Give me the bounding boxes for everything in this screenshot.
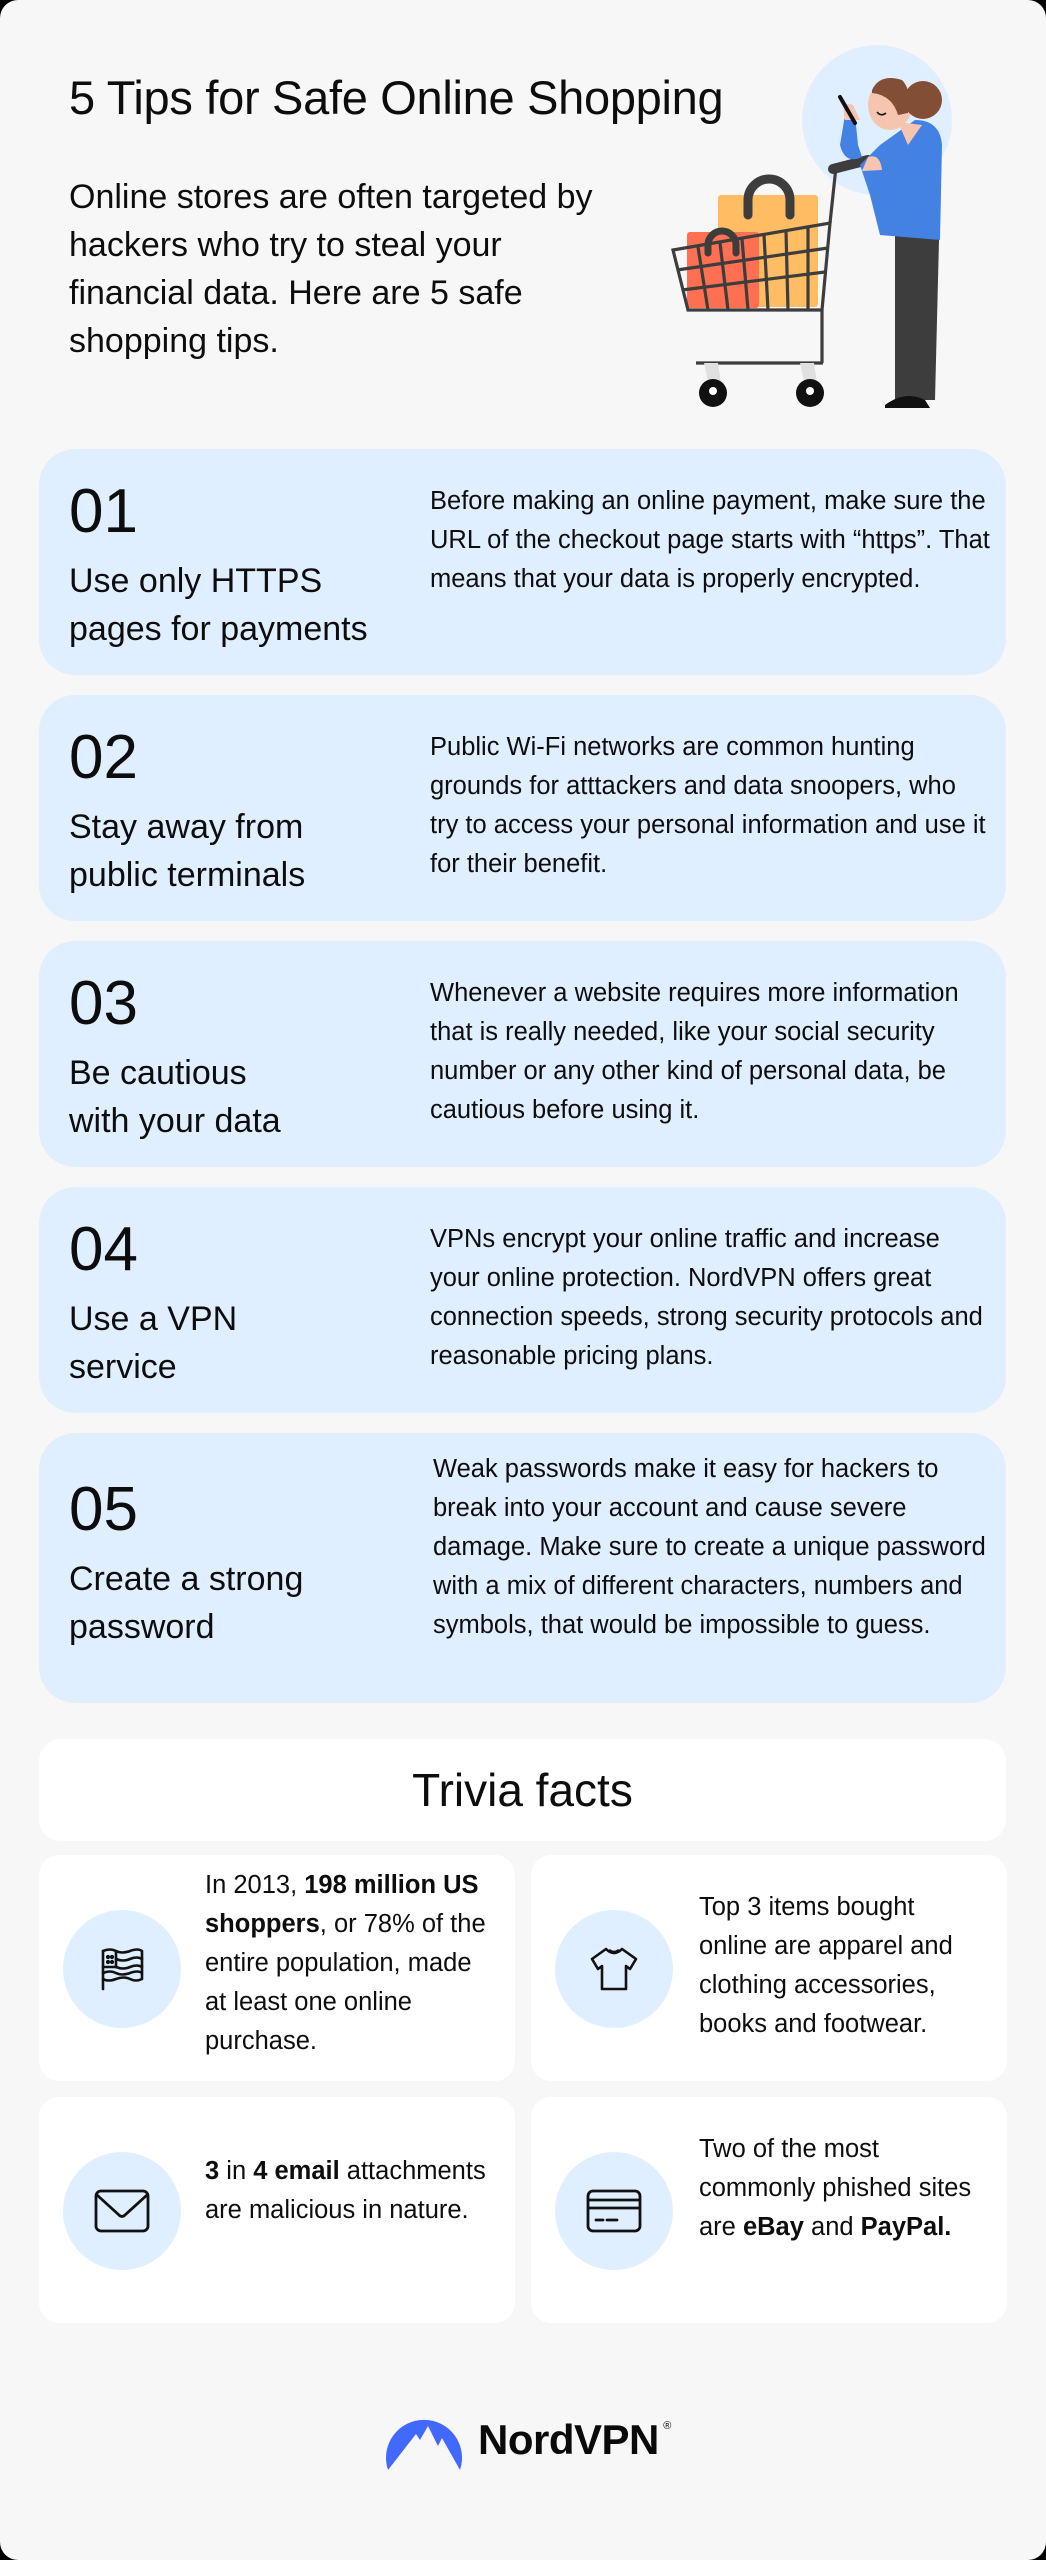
tip-number: 03 [69, 969, 138, 1038]
fact-card-us-shoppers [39, 1855, 515, 2081]
fact-icon-circle [555, 1910, 673, 2028]
tip-card-05 [39, 1433, 1006, 1703]
tip-card-04 [39, 1187, 1006, 1413]
tip-description: Whenever a website requires more information that is really needed, like your social security number or any other kind of personal data, be cautious before using it. [430, 979, 959, 1124]
tip-number: 05 [69, 1475, 138, 1544]
tip-title-line1: Create a strong [69, 1560, 304, 1598]
page-title: 5 Tips for Safe Online Shopping [69, 71, 724, 124]
tip-title-line2: with your data [69, 1102, 281, 1140]
tip-title-line1: Use only HTTPS [69, 562, 323, 600]
tip-description: VPNs encrypt your online traffic and increase your online protection. NordVPN offers great connection speeds, strong security protocols and reasonable pricing plans. [430, 1225, 983, 1370]
fact-icon-circle [63, 2152, 181, 2270]
fact-card-phishing [531, 2097, 1007, 2323]
fact-icon-circle [555, 2152, 673, 2270]
fact-text: Two of the most commonly phished sites are eBay and PayPal. [699, 2135, 972, 2241]
tip-title-line2: public terminals [69, 856, 306, 894]
tip-card-02 [39, 695, 1006, 921]
fact-text: Top 3 items bought online are apparel and clothing accessories, books and footwear. [699, 1893, 953, 2038]
tip-title-line1: Be cautious [69, 1054, 247, 1092]
fact-icon-circle [63, 1910, 181, 2028]
t-shirt-icon [586, 1945, 642, 1993]
fact-text: In 2013, 198 million US shoppers, or 78% of the entire population, made at least one online purchase. [205, 1871, 486, 2055]
registered-mark: ® [663, 2420, 671, 2432]
shopping-cart-illustration [640, 45, 1000, 425]
fact-card-top-items [531, 1855, 1007, 2081]
tip-number: 02 [69, 723, 138, 792]
tip-title-line1: Stay away from [69, 808, 304, 846]
tip-description: Public Wi-Fi networks are common hunting grounds for atttackers and data snoopers, who try to access your personal information and use it for their benefit. [430, 733, 986, 878]
intro-text: Online stores are often targeted by hackers who try to steal your financial data. Here are 5 safe shopping tips. [69, 178, 593, 360]
nordvpn-logo [384, 2408, 671, 2472]
tip-description: Weak passwords make it easy for hackers to break into your account and cause severe damage. Make sure to create a unique password with a mix of different characters, numbers and symbols, that would be impossible to guess. [433, 1455, 986, 1639]
tip-title-line2: pages for payments [69, 610, 368, 648]
trivia-title: Trivia facts [412, 1764, 633, 1816]
trivia-header [39, 1739, 1006, 1841]
tip-card-01 [39, 449, 1006, 675]
tip-number: 04 [69, 1215, 138, 1284]
envelope-icon [93, 2188, 151, 2234]
brand-name: NordVPN [478, 2416, 659, 2463]
fact-text: 3 in 4 email attachments are malicious in nature. [205, 2157, 486, 2224]
credit-card-icon [585, 2188, 643, 2234]
tip-description: Before making an online payment, make sure the URL of the checkout page starts with “https”. That means that your data is properly encrypted. [430, 487, 990, 593]
tip-title-line2: password [69, 1608, 215, 1646]
fact-card-email [39, 2097, 515, 2323]
nordvpn-mountain-icon [384, 2408, 464, 2472]
tip-title-line2: service [69, 1348, 177, 1386]
us-flag-icon [98, 1945, 146, 1993]
tip-title-line1: Use a VPN [69, 1300, 238, 1338]
tip-number: 01 [69, 477, 138, 546]
tip-card-03 [39, 941, 1006, 1167]
